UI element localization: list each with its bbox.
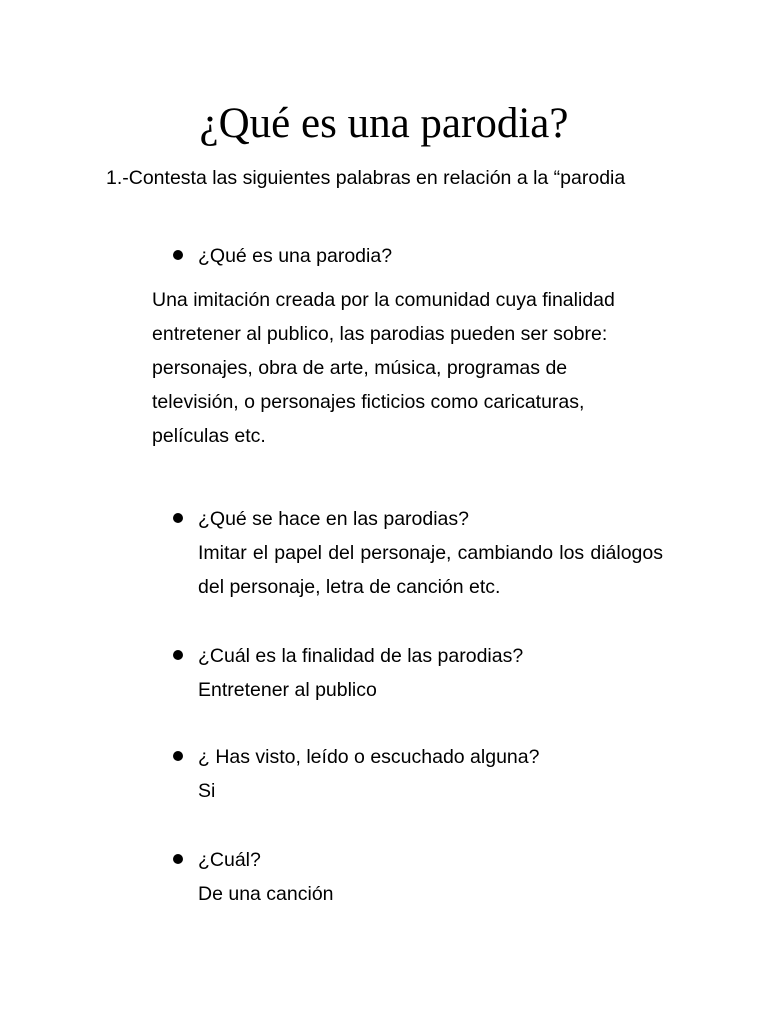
- answer-5: De una canción: [198, 883, 334, 905]
- answer-3: Entretener al publico: [198, 679, 377, 701]
- qa-item-3: [198, 639, 663, 707]
- answer-4: Si: [198, 780, 216, 802]
- question-1: ¿Qué es una parodia?: [198, 245, 393, 267]
- qa-item-5: [198, 843, 663, 911]
- question-3: ¿Cuál es la finalidad de las parodias?: [198, 645, 524, 667]
- bullet-icon: [173, 513, 183, 523]
- qa-item-2: [198, 502, 663, 604]
- answer-1: Una imitación creada por la comunidad cuya finalidad entretener al publico, las parodias pueden ser sobre: personajes, obra de arte, música, programas de televisión, o personajes ficticios como caricaturas, películas etc.: [152, 289, 615, 447]
- answer-2: Imitar el papel del personaje, cambiando los diálogos del personaje, letra de canción etc.: [198, 542, 663, 598]
- bullet-icon: [173, 854, 183, 864]
- bullet-icon: [173, 751, 183, 761]
- bullet-icon: [173, 250, 183, 260]
- question-5: ¿Cuál?: [198, 849, 261, 871]
- question-4: ¿ Has visto, leído o escuchado alguna?: [198, 746, 540, 768]
- instruction-text: 1.-Contesta las siguientes palabras en relación a la “parodia: [106, 167, 626, 189]
- qa-item-4: [198, 740, 663, 808]
- question-2: ¿Qué se hace en las parodias?: [198, 508, 470, 530]
- bullet-icon: [173, 650, 183, 660]
- document-title: ¿Qué es una parodia?: [199, 100, 569, 147]
